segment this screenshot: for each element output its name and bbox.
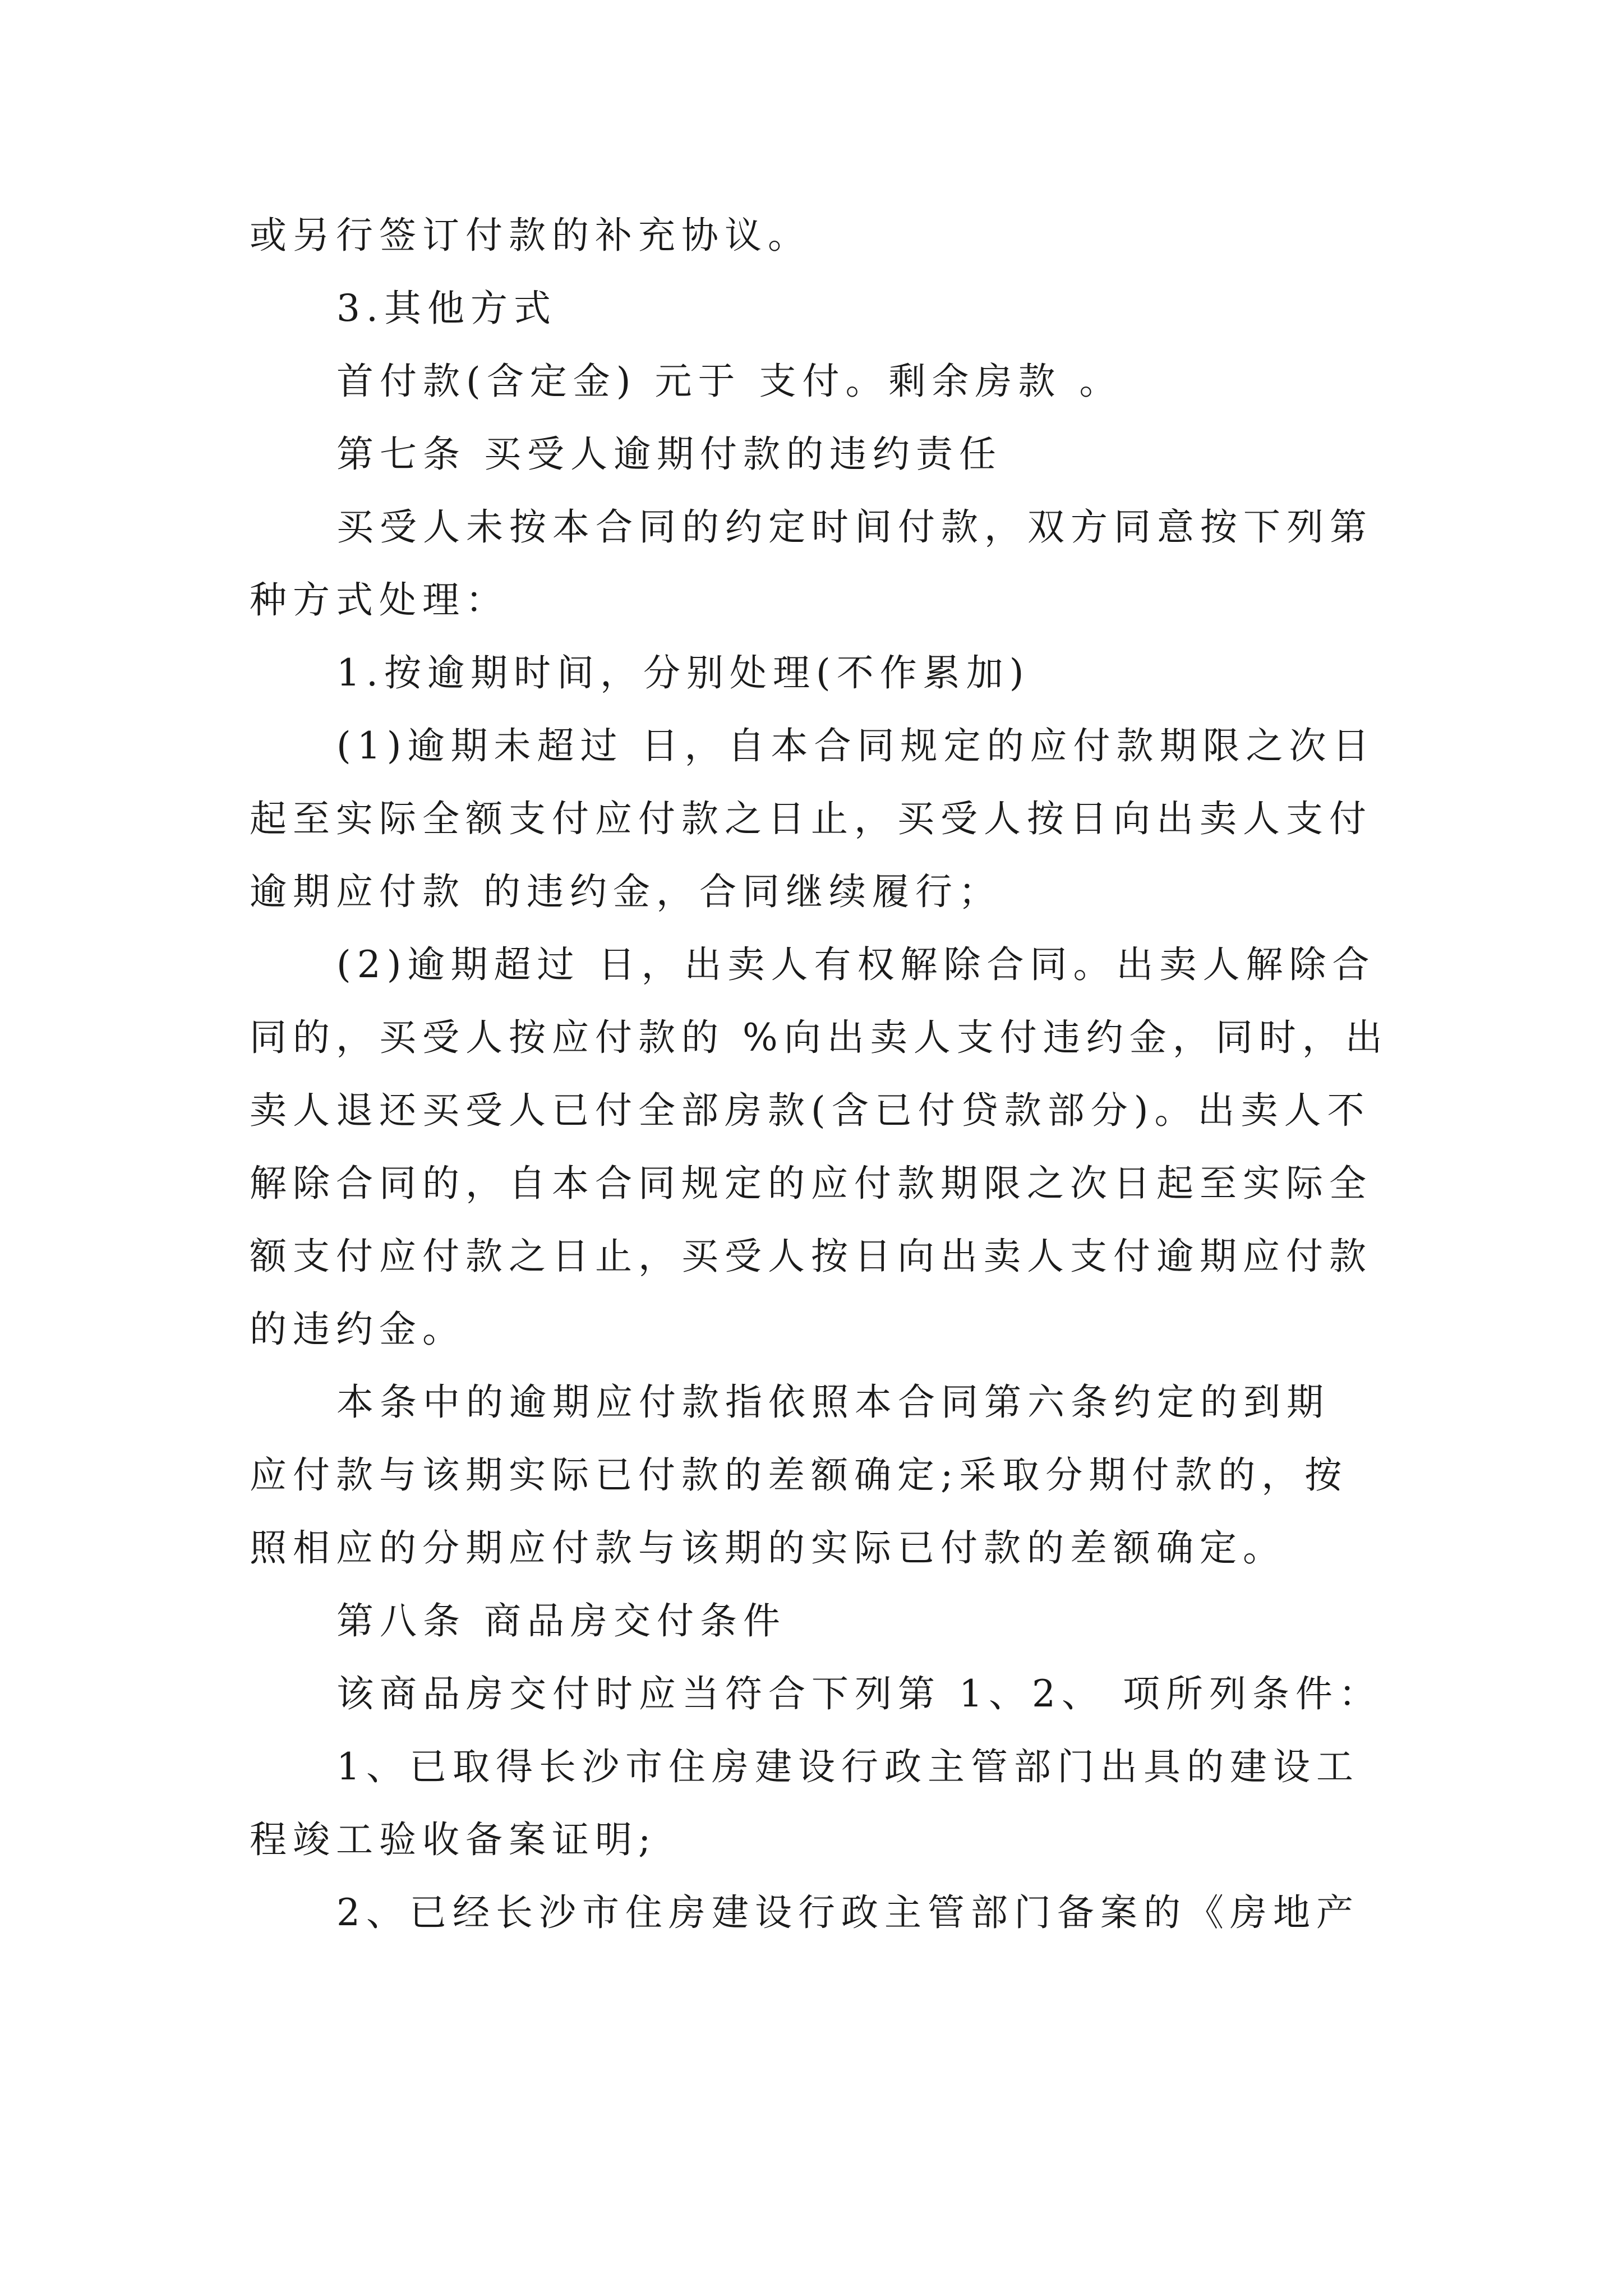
text-line: 该商品房交付时应当符合下列第 1、2、 项所列条件： <box>336 1672 1382 1715</box>
text-line: 1、已取得长沙市住房建设行政主管部门出具的建设工 <box>336 1745 1359 1788</box>
text-line: 额支付应付款之日止，买受人按日向出卖人支付逾期应付款 <box>250 1235 1372 1278</box>
text-line: 本条中的逾期应付款指依照本合同第六条约定的到期 <box>336 1381 1330 1424</box>
text-line: 应付款与该期实际已付款的差额确定;采取分期付款的，按 <box>250 1453 1348 1497</box>
text-line: 卖人退还买受人已付全部房款(含已付贷款部分)。出卖人不 <box>250 1089 1371 1132</box>
text-line: 首付款(含定金) 元于 支付。剩余房款 。 <box>336 360 1123 403</box>
text-line: (1)逾期未超过 日，自本合同规定的应付款期限之次日 <box>336 724 1376 767</box>
section-heading: 第八条 商品房交付条件 <box>336 1599 786 1642</box>
text-line: 的违约金。 <box>250 1308 465 1351</box>
text-line: 解除合同的，自本合同规定的应付款期限之次日起至实际全 <box>250 1162 1372 1205</box>
text-line: 或另行签订付款的补充协议。 <box>250 214 811 257</box>
text-line: 逾期应付款 的违约金，合同继续履行； <box>250 870 1002 913</box>
text-line: 程竣工验收备案证明; <box>250 1818 657 1861</box>
text-line: 同的，买受人按应付款的 %向出卖人支付违约金，同时，出 <box>250 1016 1389 1059</box>
text-line: 3.其他方式 <box>336 287 557 330</box>
text-line: 起至实际全额支付应付款之日止，买受人按日向出卖人支付 <box>250 797 1372 840</box>
text-line: 2、已经长沙市住房建设行政主管部门备案的《房地产 <box>336 1891 1359 1934</box>
text-line: 买受人未按本合同的约定时间付款，双方同意按下列第 <box>336 505 1373 549</box>
text-line: 种方式处理： <box>250 578 509 622</box>
text-line: (2)逾期超过 日，出卖人有权解除合同。出卖人解除合 <box>336 943 1376 986</box>
text-line: 照相应的分期应付款与该期的实际已付款的差额确定。 <box>250 1526 1286 1570</box>
section-heading: 第七条 买受人逾期付款的违约责任 <box>336 432 1002 476</box>
text-line: 1.按逾期时间，分别处理(不作累加) <box>336 651 1030 694</box>
